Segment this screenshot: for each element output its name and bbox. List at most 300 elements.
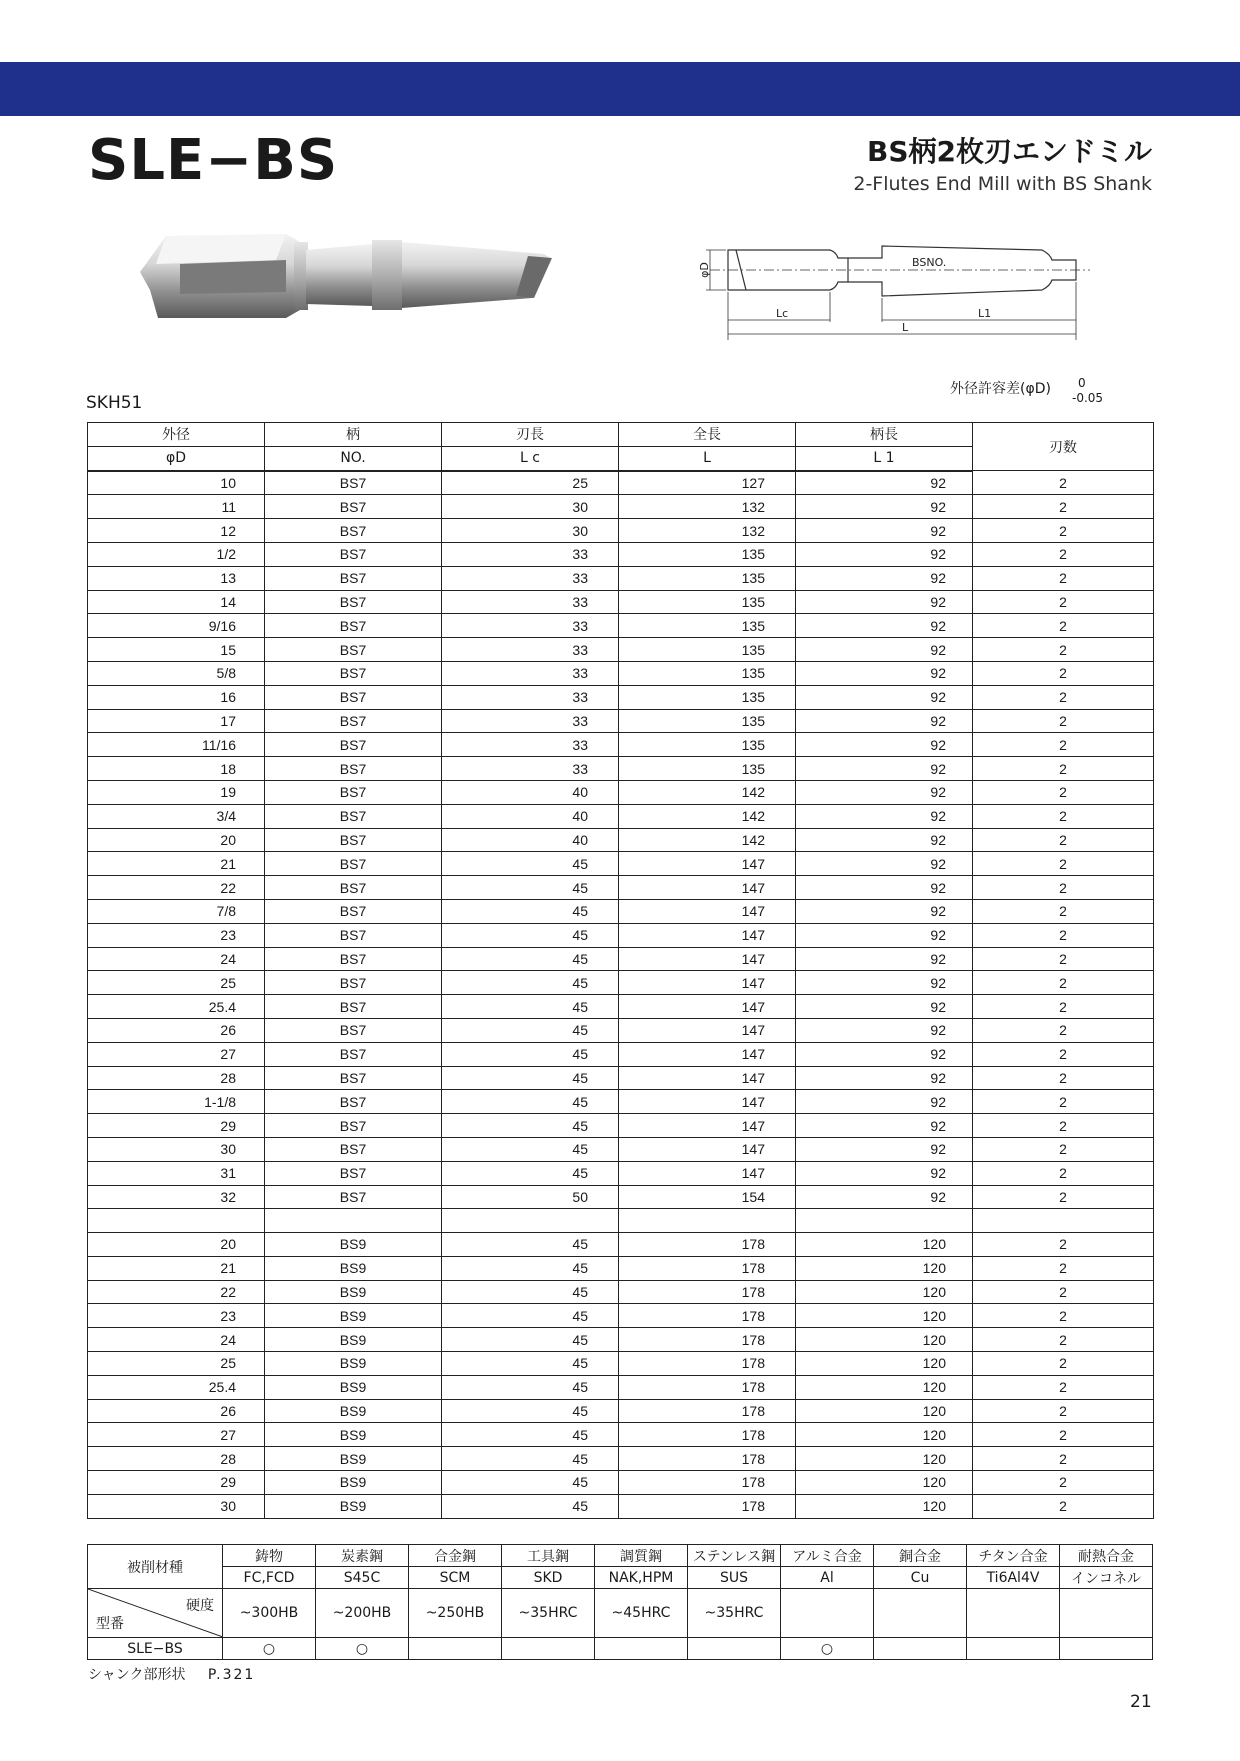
table-row — [88, 828, 1154, 852]
cell-diameter: 28 — [88, 1066, 265, 1090]
cell-overall-length: 147 — [619, 947, 796, 971]
cell-shank-no: BS9 — [265, 1233, 442, 1257]
shank-note — [88, 1664, 255, 1684]
cell-diameter: 25.4 — [88, 995, 265, 1019]
cell-flutes: 2 — [973, 1185, 1154, 1209]
cell-overall-length: 178 — [619, 1399, 796, 1423]
spec-table — [87, 422, 1154, 1519]
cell-flute-length: 40 — [442, 828, 619, 852]
cell-shank-no: BS7 — [265, 828, 442, 852]
cell-diameter: 23 — [88, 923, 265, 947]
cell-flutes: 2 — [973, 1304, 1154, 1328]
table-row — [88, 542, 1154, 566]
cell-overall-length: 147 — [619, 1018, 796, 1042]
cell-shank-no: BS9 — [265, 1447, 442, 1471]
cell-diameter: 9/16 — [88, 614, 265, 638]
header-overall-length: 全長 — [619, 423, 796, 447]
mat-group: チタン合金 — [967, 1545, 1060, 1567]
cell-overall-length: 135 — [619, 661, 796, 685]
cell-flute-length: 40 — [442, 780, 619, 804]
table-row — [88, 1090, 1154, 1114]
cell-flutes: 2 — [973, 1399, 1154, 1423]
cell-diameter: 29 — [88, 1471, 265, 1495]
cell-flute-length: 45 — [442, 1375, 619, 1399]
cell-overall-length: 178 — [619, 1423, 796, 1447]
table-row — [88, 1447, 1154, 1471]
cell-flutes: 2 — [973, 876, 1154, 900]
model-label: 型番 — [96, 1616, 124, 1632]
cell-overall-length: 142 — [619, 780, 796, 804]
mat-mark — [595, 1638, 688, 1660]
cell-diameter: 14 — [88, 590, 265, 614]
cell-flute-length: 45 — [442, 1328, 619, 1352]
cell-shank-no: BS7 — [265, 971, 442, 995]
table-row — [88, 661, 1154, 685]
mat-hardness: ~45HRC — [595, 1589, 688, 1638]
cell-overall-length: 147 — [619, 923, 796, 947]
cell-shank-length: 92 — [796, 947, 973, 971]
cell-shank-no: BS9 — [265, 1399, 442, 1423]
cell-flutes: 2 — [973, 971, 1154, 995]
cell-shank-length: 120 — [796, 1304, 973, 1328]
cell-shank-length — [796, 1209, 973, 1233]
cell-diameter: 5/8 — [88, 661, 265, 685]
cell-shank-length: 92 — [796, 733, 973, 757]
cell-flutes: 2 — [973, 1256, 1154, 1280]
mat-code: Al — [781, 1567, 874, 1589]
cell-flute-length: 33 — [442, 638, 619, 662]
cell-flute-length: 33 — [442, 733, 619, 757]
cell-shank-no: BS7 — [265, 1137, 442, 1161]
cell-shank-length: 120 — [796, 1352, 973, 1376]
cell-shank-length: 120 — [796, 1494, 973, 1518]
table-row — [88, 1423, 1154, 1447]
shank-note-ref: P.321 — [207, 1667, 256, 1683]
cell-flutes: 2 — [973, 709, 1154, 733]
mat-mark: ○ — [316, 1638, 409, 1660]
cell-flute-length: 45 — [442, 1256, 619, 1280]
table-row — [88, 899, 1154, 923]
cell-shank-no: BS7 — [265, 1018, 442, 1042]
mat-group: 工具鋼 — [502, 1545, 595, 1567]
table-row — [88, 471, 1154, 495]
subheader-l: L — [619, 446, 796, 470]
cell-diameter: 28 — [88, 1447, 265, 1471]
cell-shank-length: 92 — [796, 1090, 973, 1114]
cell-flute-length: 33 — [442, 685, 619, 709]
cell-diameter: 19 — [88, 780, 265, 804]
cell-shank-length: 120 — [796, 1233, 973, 1257]
cell-diameter: 29 — [88, 1114, 265, 1138]
cell-flute-length: 45 — [442, 1137, 619, 1161]
cell-flute-length: 45 — [442, 1352, 619, 1376]
cell-shank-no: BS7 — [265, 780, 442, 804]
table-row — [88, 923, 1154, 947]
mat-hardness — [781, 1589, 874, 1638]
table-row — [88, 709, 1154, 733]
cell-shank-length: 92 — [796, 566, 973, 590]
cell-overall-length: 178 — [619, 1471, 796, 1495]
cell-flute-length: 45 — [442, 923, 619, 947]
cell-diameter: 3/4 — [88, 804, 265, 828]
cell-diameter: 10 — [88, 471, 265, 495]
cell-flute-length: 45 — [442, 1161, 619, 1185]
table-row — [88, 1375, 1154, 1399]
table-row — [88, 733, 1154, 757]
cell-shank-no: BS7 — [265, 1161, 442, 1185]
cell-shank-no: BS7 — [265, 590, 442, 614]
cell-diameter: 15 — [88, 638, 265, 662]
cell-overall-length: 147 — [619, 995, 796, 1019]
cell-flute-length: 45 — [442, 1494, 619, 1518]
table-row — [88, 1137, 1154, 1161]
cell-diameter: 13 — [88, 566, 265, 590]
cell-flutes: 2 — [973, 542, 1154, 566]
shank-note-label: シャンク部形状 — [88, 1667, 186, 1683]
mat-group: 合金鋼 — [409, 1545, 502, 1567]
label-d: φD — [698, 262, 711, 278]
cell-flutes: 2 — [973, 1494, 1154, 1518]
cell-shank-no: BS7 — [265, 757, 442, 781]
mat-group: 耐熱合金 — [1060, 1545, 1153, 1567]
mat-diagonal-cell — [88, 1589, 223, 1638]
header-shank-length: 柄長 — [796, 423, 973, 447]
cell-flute-length: 45 — [442, 1304, 619, 1328]
cell-shank-no: BS7 — [265, 471, 442, 495]
cell-shank-no: BS7 — [265, 1090, 442, 1114]
cell-overall-length — [619, 1209, 796, 1233]
cell-diameter: 1-1/8 — [88, 1090, 265, 1114]
mat-code: S45C — [316, 1567, 409, 1589]
cell-flute-length: 33 — [442, 566, 619, 590]
subheader-lc: L c — [442, 446, 619, 470]
cell-shank-length: 92 — [796, 590, 973, 614]
cell-diameter: 32 — [88, 1185, 265, 1209]
cell-flute-length: 33 — [442, 590, 619, 614]
cell-flutes: 2 — [973, 757, 1154, 781]
mat-hardness: ~35HRC — [688, 1589, 781, 1638]
cell-flutes: 2 — [973, 1233, 1154, 1257]
cell-shank-length: 92 — [796, 852, 973, 876]
table-row — [88, 804, 1154, 828]
cell-flutes: 2 — [973, 638, 1154, 662]
table-row — [88, 947, 1154, 971]
cell-overall-length: 147 — [619, 1090, 796, 1114]
cell-shank-length: 92 — [796, 1042, 973, 1066]
cell-flute-length: 45 — [442, 947, 619, 971]
cell-shank-no: BS9 — [265, 1328, 442, 1352]
cell-shank-no: BS9 — [265, 1256, 442, 1280]
cell-shank-no: BS7 — [265, 566, 442, 590]
cell-flutes: 2 — [973, 947, 1154, 971]
table-row — [88, 995, 1154, 1019]
table-row — [88, 780, 1154, 804]
table-row — [88, 1114, 1154, 1138]
cell-shank-length: 92 — [796, 971, 973, 995]
cell-shank-length: 92 — [796, 685, 973, 709]
hardness-label: 硬度 — [186, 1598, 214, 1614]
mat-hardness — [1060, 1589, 1153, 1638]
cell-shank-length: 92 — [796, 780, 973, 804]
cell-shank-length: 120 — [796, 1256, 973, 1280]
cell-shank-no: BS7 — [265, 852, 442, 876]
cell-shank-length: 92 — [796, 709, 973, 733]
cell-flute-length: 45 — [442, 876, 619, 900]
table-row — [88, 614, 1154, 638]
header-band — [0, 62, 1240, 116]
cell-overall-length: 147 — [619, 1161, 796, 1185]
subheader-l1: L 1 — [796, 446, 973, 470]
cell-diameter: 21 — [88, 1256, 265, 1280]
cell-flutes: 2 — [973, 804, 1154, 828]
cell-diameter: 11/16 — [88, 733, 265, 757]
cell-overall-length: 178 — [619, 1328, 796, 1352]
cell-shank-length: 92 — [796, 1018, 973, 1042]
cell-shank-no: BS9 — [265, 1280, 442, 1304]
end-mill-photo — [136, 220, 556, 330]
cell-shank-length: 92 — [796, 757, 973, 781]
cell-diameter: 12 — [88, 519, 265, 543]
cell-shank-no: BS7 — [265, 1042, 442, 1066]
cell-overall-length: 147 — [619, 852, 796, 876]
cell-shank-length: 120 — [796, 1447, 973, 1471]
cell-overall-length: 142 — [619, 828, 796, 852]
cell-shank-length: 92 — [796, 1066, 973, 1090]
cell-flutes — [973, 1209, 1154, 1233]
table-row — [88, 495, 1154, 519]
cell-overall-length: 142 — [619, 804, 796, 828]
label-l: L — [902, 321, 909, 334]
cell-flutes: 2 — [973, 1471, 1154, 1495]
cell-overall-length: 147 — [619, 1114, 796, 1138]
mat-hardness — [874, 1589, 967, 1638]
cell-overall-length: 178 — [619, 1375, 796, 1399]
cell-diameter: 17 — [88, 709, 265, 733]
header-flute-length: 刃長 — [442, 423, 619, 447]
cell-shank-no: BS7 — [265, 709, 442, 733]
cell-flute-length: 45 — [442, 1066, 619, 1090]
mat-code: Ti6Al4V — [967, 1567, 1060, 1589]
cell-flute-length: 50 — [442, 1185, 619, 1209]
table-row — [88, 1352, 1154, 1376]
mat-group: アルミ合金 — [781, 1545, 874, 1567]
mat-mark — [409, 1638, 502, 1660]
cell-shank-no: BS9 — [265, 1494, 442, 1518]
cell-flute-length: 45 — [442, 1280, 619, 1304]
mat-mark: ○ — [781, 1638, 874, 1660]
table-row — [88, 876, 1154, 900]
cell-shank-no: BS7 — [265, 733, 442, 757]
cell-flutes: 2 — [973, 1161, 1154, 1185]
cell-flute-length: 45 — [442, 1018, 619, 1042]
cell-diameter: 11 — [88, 495, 265, 519]
subheader-d: φD — [88, 446, 265, 470]
header-diameter: 外径 — [88, 423, 265, 447]
mat-mark — [967, 1638, 1060, 1660]
table-row — [88, 590, 1154, 614]
cell-flute-length: 45 — [442, 1447, 619, 1471]
cell-flutes: 2 — [973, 1042, 1154, 1066]
cell-diameter: 7/8 — [88, 899, 265, 923]
cell-flutes: 2 — [973, 1280, 1154, 1304]
cell-overall-length: 135 — [619, 685, 796, 709]
cell-overall-length: 135 — [619, 709, 796, 733]
cell-overall-length: 178 — [619, 1233, 796, 1257]
cell-diameter: 31 — [88, 1161, 265, 1185]
cell-shank-length: 92 — [796, 661, 973, 685]
product-title-en: 2-Flutes End Mill with BS Shank — [853, 173, 1152, 195]
cell-flutes: 2 — [973, 1375, 1154, 1399]
cell-diameter: 30 — [88, 1494, 265, 1518]
model-code: SLE−BS — [88, 128, 339, 193]
cell-flutes: 2 — [973, 1423, 1154, 1447]
cell-overall-length: 178 — [619, 1280, 796, 1304]
cell-overall-length: 147 — [619, 1137, 796, 1161]
table-row — [88, 685, 1154, 709]
cell-overall-length: 132 — [619, 519, 796, 543]
subheader-no: NO. — [265, 446, 442, 470]
cell-flute-length: 45 — [442, 1399, 619, 1423]
cell-shank-no: BS7 — [265, 542, 442, 566]
table-row — [88, 1471, 1154, 1495]
cell-flute-length: 45 — [442, 971, 619, 995]
cell-diameter: 24 — [88, 947, 265, 971]
table-row — [88, 1233, 1154, 1257]
cell-flutes: 2 — [973, 828, 1154, 852]
mat-group: ステンレス鋼 — [688, 1545, 781, 1567]
cell-shank-length: 92 — [796, 495, 973, 519]
table-row — [88, 638, 1154, 662]
table-row — [88, 1066, 1154, 1090]
cell-overall-length: 135 — [619, 542, 796, 566]
cell-flute-length: 45 — [442, 852, 619, 876]
cell-diameter: 27 — [88, 1042, 265, 1066]
mat-mark — [874, 1638, 967, 1660]
table-row — [88, 1042, 1154, 1066]
cell-shank-length: 120 — [796, 1423, 973, 1447]
cell-shank-length: 92 — [796, 638, 973, 662]
table-row — [88, 566, 1154, 590]
cell-overall-length: 132 — [619, 495, 796, 519]
cell-shank-no: BS9 — [265, 1304, 442, 1328]
cell-flutes: 2 — [973, 899, 1154, 923]
cell-shank-length: 92 — [796, 1114, 973, 1138]
cell-shank-no: BS7 — [265, 923, 442, 947]
mat-hardness: ~200HB — [316, 1589, 409, 1638]
cell-shank-length: 120 — [796, 1280, 973, 1304]
cell-flutes: 2 — [973, 495, 1154, 519]
cell-flutes: 2 — [973, 1352, 1154, 1376]
cell-flutes: 2 — [973, 1114, 1154, 1138]
cell-flutes: 2 — [973, 614, 1154, 638]
cell-flutes: 2 — [973, 1447, 1154, 1471]
cell-shank-no: BS7 — [265, 899, 442, 923]
cell-flute-length: 45 — [442, 1233, 619, 1257]
cell-diameter — [88, 1209, 265, 1233]
cell-shank-length: 92 — [796, 804, 973, 828]
cell-flute-length: 45 — [442, 1090, 619, 1114]
cell-diameter: 22 — [88, 876, 265, 900]
cell-flute-length: 25 — [442, 471, 619, 495]
cell-shank-length: 92 — [796, 899, 973, 923]
cell-flute-length: 33 — [442, 661, 619, 685]
cell-shank-no: BS9 — [265, 1352, 442, 1376]
cell-flute-length: 33 — [442, 614, 619, 638]
mat-code: SUS — [688, 1567, 781, 1589]
cell-flute-length: 30 — [442, 519, 619, 543]
table-row — [88, 1018, 1154, 1042]
cell-diameter: 22 — [88, 1280, 265, 1304]
cell-overall-length: 147 — [619, 971, 796, 995]
mat-code: NAK,HPM — [595, 1567, 688, 1589]
cell-flute-length: 33 — [442, 709, 619, 733]
cell-diameter: 24 — [88, 1328, 265, 1352]
cell-overall-length: 147 — [619, 899, 796, 923]
cell-shank-length: 92 — [796, 614, 973, 638]
cell-diameter: 1/2 — [88, 542, 265, 566]
table-row — [88, 971, 1154, 995]
cell-diameter: 20 — [88, 1233, 265, 1257]
cell-flute-length: 45 — [442, 1042, 619, 1066]
cell-shank-no: BS7 — [265, 685, 442, 709]
cell-shank-length: 92 — [796, 471, 973, 495]
mat-hardness: ~250HB — [409, 1589, 502, 1638]
mat-code: SCM — [409, 1567, 502, 1589]
cell-flutes: 2 — [973, 519, 1154, 543]
material-label: SKH51 — [86, 393, 143, 413]
cell-shank-length: 92 — [796, 876, 973, 900]
cell-shank-no: BS7 — [265, 495, 442, 519]
cell-diameter: 26 — [88, 1018, 265, 1042]
cell-flutes: 2 — [973, 685, 1154, 709]
cell-flutes: 2 — [973, 733, 1154, 757]
cell-shank-length: 92 — [796, 995, 973, 1019]
cell-flutes: 2 — [973, 590, 1154, 614]
cell-shank-no: BS7 — [265, 638, 442, 662]
cell-overall-length: 178 — [619, 1256, 796, 1280]
cell-diameter: 25 — [88, 971, 265, 995]
material-table — [87, 1544, 1153, 1660]
cell-diameter: 25.4 — [88, 1375, 265, 1399]
cell-shank-length: 120 — [796, 1399, 973, 1423]
table-row — [88, 1494, 1154, 1518]
cell-flutes: 2 — [973, 471, 1154, 495]
cell-flutes: 2 — [973, 1137, 1154, 1161]
cell-overall-length: 178 — [619, 1352, 796, 1376]
cell-overall-length: 135 — [619, 590, 796, 614]
cell-flutes: 2 — [973, 1018, 1154, 1042]
cell-shank-no: BS7 — [265, 947, 442, 971]
cell-shank-length: 92 — [796, 542, 973, 566]
label-bsno: BSNO. — [912, 256, 947, 269]
cell-shank-length: 120 — [796, 1375, 973, 1399]
cell-overall-length: 178 — [619, 1494, 796, 1518]
mat-mark — [1060, 1638, 1153, 1660]
cell-diameter: 21 — [88, 852, 265, 876]
cell-flute-length: 33 — [442, 757, 619, 781]
label-lc: Lc — [776, 307, 789, 320]
cell-shank-no — [265, 1209, 442, 1233]
cell-shank-length: 120 — [796, 1471, 973, 1495]
header-flutes: 刃数 — [973, 423, 1154, 471]
cell-overall-length: 178 — [619, 1304, 796, 1328]
mat-hardness: ~35HRC — [502, 1589, 595, 1638]
cell-shank-no: BS7 — [265, 995, 442, 1019]
mat-code: Cu — [874, 1567, 967, 1589]
table-row — [88, 1280, 1154, 1304]
mat-group: 銅合金 — [874, 1545, 967, 1567]
mat-group: 鋳物 — [223, 1545, 316, 1567]
